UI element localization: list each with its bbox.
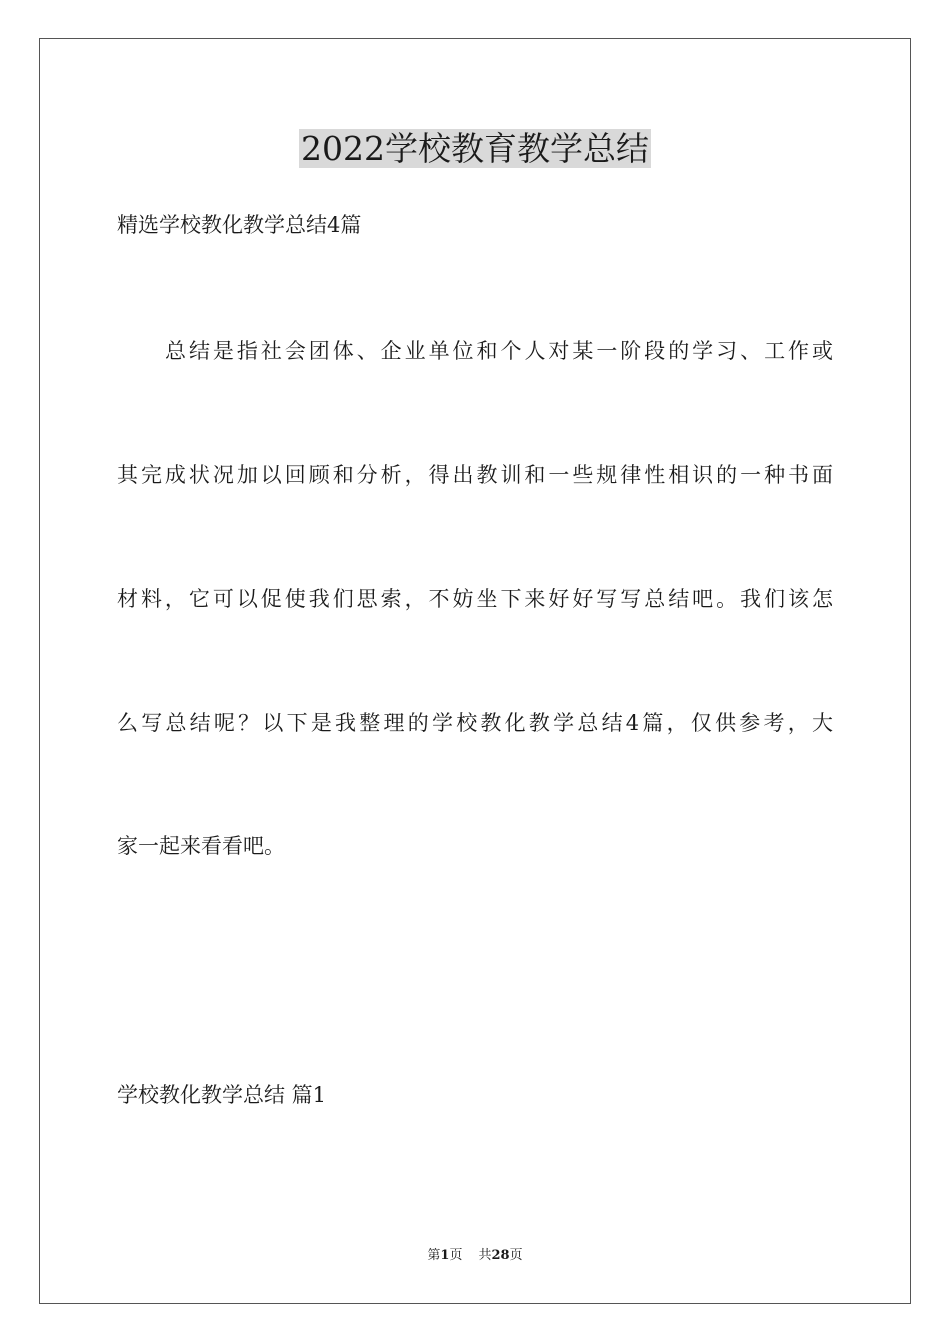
intro-paragraph-line: 么写总结呢？以下是我整理的学校教化教学总结4篇，仅供参考，大 xyxy=(117,711,833,735)
intro-paragraph-line: 家一起来看看吧。 xyxy=(117,834,285,858)
document-subtitle: 精选学校教化教学总结4篇 xyxy=(117,213,362,237)
footer-page-suffix: 页 xyxy=(449,1248,463,1263)
document-title xyxy=(0,128,950,170)
footer-total-pages: 28 xyxy=(491,1248,510,1263)
intro-paragraph-line: 总结是指社会团体、企业单位和个人对某一阶段的学习、工作或 xyxy=(165,339,833,363)
intro-paragraph-line: 其完成状况加以回顾和分析，得出教训和一些规律性相识的一种书面 xyxy=(117,463,833,487)
section-heading: 学校教化教学总结 篇1 xyxy=(117,1083,327,1107)
footer-total-prefix: 共 xyxy=(478,1248,492,1263)
document-title-text: 2022学校教育教学总结 xyxy=(301,129,649,168)
footer-total-suffix: 页 xyxy=(509,1248,523,1263)
intro-paragraph-line: 材料，它可以促使我们思索，不妨坐下来好好写写总结吧。我们该怎 xyxy=(117,587,833,611)
footer-page-prefix: 第 xyxy=(427,1248,441,1263)
page-footer xyxy=(0,1247,950,1265)
footer-page-number: 1 xyxy=(440,1248,450,1263)
